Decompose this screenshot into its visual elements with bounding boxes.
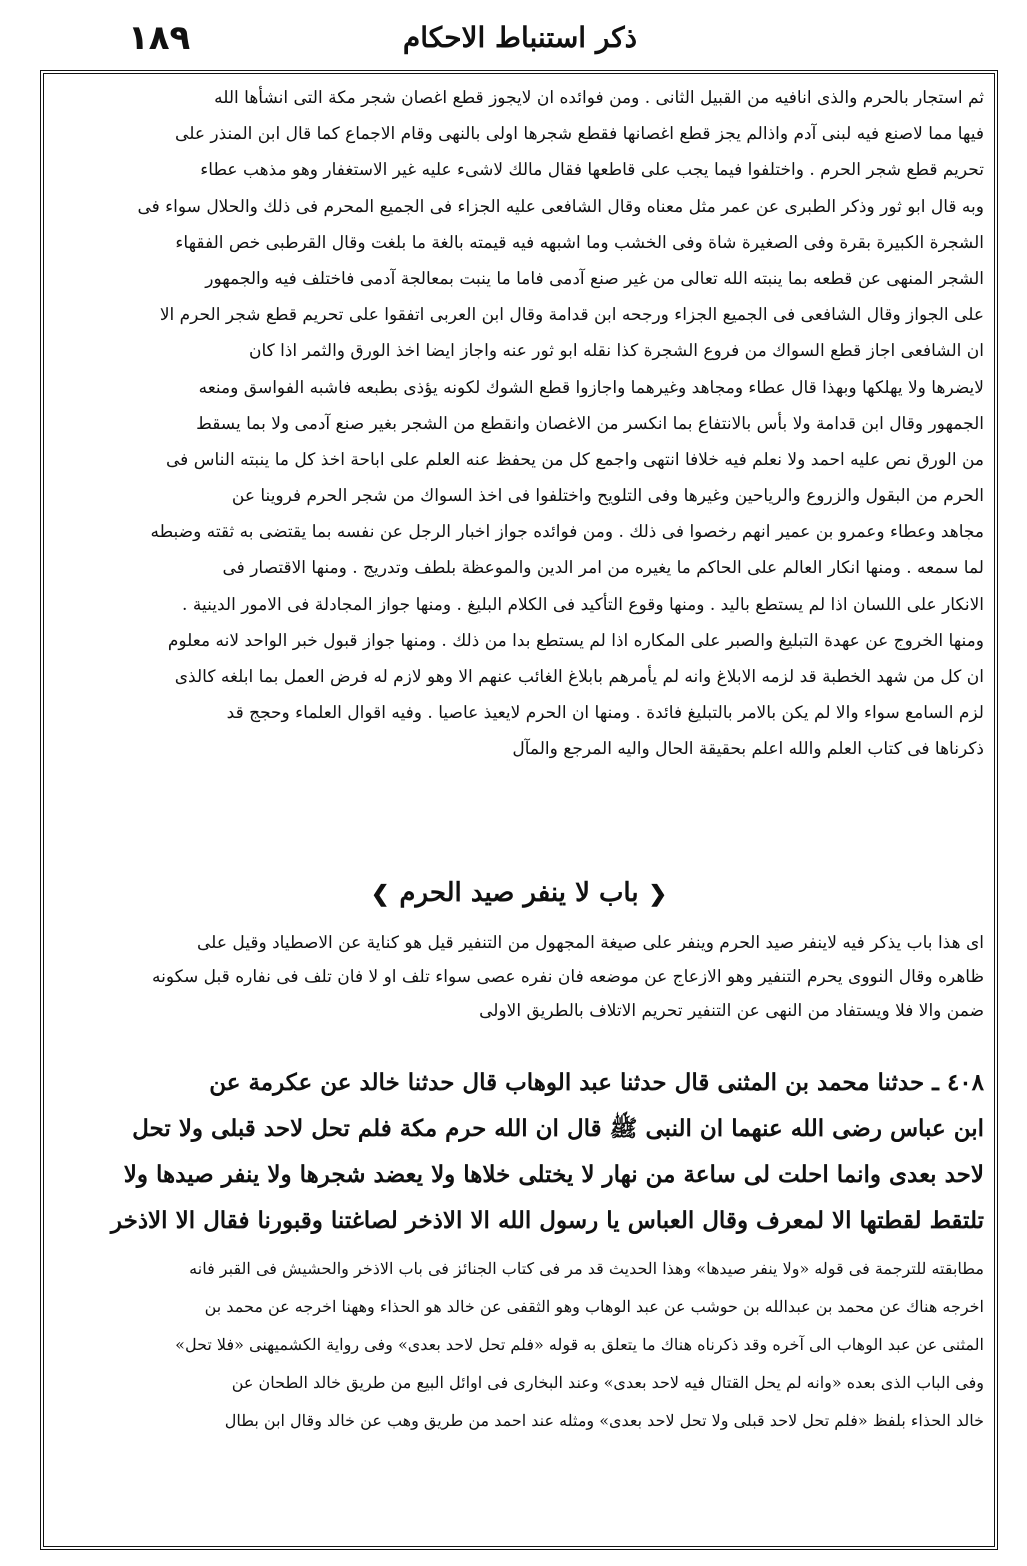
notes-line: خالد الحذاء بلفظ «فلم تحل لاحد قبلى ولا تحل لاحد بعدى» ومثله عند احمد من طريق وهب عن خالد وقال ابن بطال: [224, 1411, 984, 1430]
commentary-line: ان الشافعى اجاز قطع السواك من فروع الشجرة كذا نقله ابو ثور عنه واجاز ايضا اخذ الورق والثمر اذا كان: [248, 341, 984, 362]
commentary-line: ومنها الخروج عن عهدة التبليغ والصبر على المكاره اذا لم يستطع بدا من ذلك . ومنها جواز قبول خبر الواحد لانه معلوم: [167, 630, 984, 651]
notes-line: المثنى عن عبد الوهاب الى آخره وقد ذكرناه هناك ما يتعلق به قوله «فلم تحل لاحد بعدى» وفى رواية الكشميهنى «فلا تحل»: [175, 1335, 984, 1354]
running-head: ذكر استنباط الاحكام: [402, 21, 638, 54]
commentary-line: لزم السامع سواء والا لم يكن بالامر بالتبليغ فائدة . ومنها ان الحرم لايعيذ عاصيا . وفيه اقوال العلماء وحجج قد: [226, 703, 984, 724]
commentary-line: ثم استجار بالحرم والذى انافيه من القبيل الثانى . ومن فوائده ان لايجوز قطع اغصان شجر مكة التى انشأها الله: [214, 88, 984, 108]
commentary-line: ذكرناها فى كتاب العلم والله اعلم بحقيقة الحال واليه المرجع والمآل: [512, 739, 984, 760]
hadith-line: ٤٠٨ ـ حدثنا محمد بن المثنى قال حدثنا عبد الوهاب قال حدثنا خالد عن عكرمة عن: [209, 1069, 984, 1096]
commentary-paragraph: [54, 80, 984, 768]
commentary-line: لما سمعه . ومنها انكار العالم على الحاكم ما يغيره من امر الدين والموعظة بلطف وتدريج . ومنها الاقتصار فى: [222, 558, 984, 579]
ornament-right-icon: ❯: [370, 881, 390, 907]
chapter-title: باب لا ينفر صيد الحرم: [399, 878, 639, 908]
page-number: ١٨٩: [128, 18, 191, 58]
commentary-line: الشجر المنهى عن قطعه بما ينبته الله تعالى من غير صنع آدمى فاما ما ينبت بمعالجة آدمى فاختلف فيه والجمهور: [205, 268, 984, 289]
page-header: [40, 18, 1000, 58]
commentary-line: الشجرة الكبيرة بقرة وفى الصغيرة شاة وفى الخشب وما اشبهه فيه قيمته بالغة ما بلغت وقال القرطبى خص الفقهاء: [175, 232, 984, 253]
ornament-left-icon: ❮: [648, 881, 668, 907]
hadith-line: ابن عباس رضى الله عنهما ان النبى ﷺ قال ان الله حرم مكة فلم تحل لاحد قبلى ولا تحل: [132, 1115, 984, 1142]
commentary-line: فيها مما لاصنع فيه لبنى آدم واذالم يجز قطع اغصانها فقطع شجرها اولى بالنهى وقام الاجماع كما قال ابن المنذر على: [175, 124, 984, 145]
notes-line: مطابقته للترجمة فى قوله «ولا ينفر صيدها» وهذا الحديث قد مر فى كتاب الجنائز فى باب الاذخر والحشيش فى القبر فانه: [189, 1259, 984, 1278]
commentary-line: على الجواز وقال الشافعى فى الجميع الجزاء ورجحه ابن قدامة وقال ابن العربى اتفقوا على تحريم قطع شجر الحرم الا: [159, 305, 984, 326]
notes-line: وفى الباب الذى بعده «وانه لم يحل القتال فيه لاحد بعدى» وعند البخارى فى اوائل البيع من طريق خالد الطحان عن: [231, 1373, 984, 1392]
commentary-line: تحريم قطع شجر الحرم . واختلفوا فيما يجب على قاطعها فقال مالك لاشىء عليه غير الاستغفار وهو مذهب عطاء: [200, 160, 984, 181]
explanation-line: اى هذا باب يذكر فيه لاينفر صيد الحرم وينفر على صيغة المجهول من التنفير قيل هو كناية عن الاصطياد وقيل على: [197, 933, 984, 953]
hadith-commentary: [54, 1250, 984, 1440]
commentary-line: لايضرها ولا يهلكها وبهذا قال عطاء ومجاهد وغيرهما واجازوا قطع الشوك لكونه يؤذى بطبعه فاشبه الفواسق ومنعه: [198, 377, 984, 398]
hadith-line: لاحد بعدى وانما احلت لى ساعة من نهار لا يختلى خلاها ولا يعضد شجرها ولا ينفر صيدها ولا: [123, 1161, 984, 1188]
explanation-line: ضمن والا فلا ويستفاد من النهى عن التنفير تحريم الاتلاف بالطريق الاولى: [479, 1001, 984, 1021]
commentary-line: الانكار على اللسان اذا لم يستطع باليد . ومنها وقوع التأكيد فى الكلام البليغ . ومنها جواز المجادلة فى الامور الدينية .: [182, 594, 984, 615]
hadith-text: [54, 1060, 984, 1244]
explanation-line: ظاهره وقال النووى يحرم التنفير وهو الازعاج عن موضعه فان نفره عصى سواء تلف او لا فان تلف فى نفاره قبل سكونه: [152, 967, 984, 987]
commentary-line: وبه قال ابو ثور وذكر الطبرى عن عمر مثل معناه وقال الشافعى عليه الجزاء فى الجميع المحرم فى ذلك والحلال سواء فى: [137, 196, 984, 217]
commentary-line: من الورق نص عليه احمد ولا نعلم فيه خلافا انتهى واجمع كل من يحفظ عنه العلم على اباحة اخذ كل ما ينبته الناس فى: [166, 449, 984, 470]
commentary-line: الحرم من البقول والزروع والرياحين وغيرها وفى التلويح واختلفوا فى اخذ السواك من شجر الحرم فروينا عن: [231, 486, 984, 507]
commentary-line: ان كل من شهد الخطبة قد لزمه الابلاغ وانه لم يأمرهم بابلاغ الغائب عنهم الا وهو لازم له فرض العمل بما ابلغه كالذى: [174, 667, 984, 687]
chapter-heading: [54, 870, 984, 916]
chapter-explanation: [54, 926, 984, 1028]
notes-line: اخرجه هناك عن محمد بن عبدالله بن حوشب عن عبد الوهاب وهو الثقفى عن خالد هو الحذاء وههنا اخرجه عن محمد بن: [204, 1297, 984, 1316]
hadith-line: تلتقط لقطتها الا لمعرف وقال العباس يا رسول الله الا الاذخر لصاغتنا وقبورنا فقال الا الاذخر: [110, 1207, 984, 1234]
commentary-line: الجمهور وقال ابن قدامة ولا بأس بالانتفاع بما انكسر من الاغصان وانقطع من الشجر بغير صنع آدمى ولا بما يسقط: [196, 413, 984, 434]
commentary-line: مجاهد وعطاء وعمرو بن عمير انهم رخصوا فى ذلك . ومن فوائده جواز اخبار الرجل عن نفسه بما يقتضى به ثقته وضبطه: [150, 522, 984, 543]
